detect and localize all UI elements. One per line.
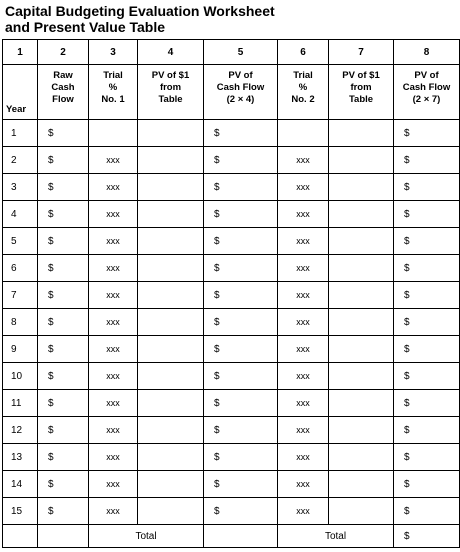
- raw-cash-flow-cell: $: [38, 228, 89, 255]
- column-number: 7: [329, 40, 394, 65]
- trial-1-cell: xxx: [89, 417, 138, 444]
- trial-2-cell: xxx: [278, 363, 329, 390]
- trial-1-cell: xxx: [89, 390, 138, 417]
- pv-table-1-cell: [138, 174, 204, 201]
- trial-1-cell: xxx: [89, 255, 138, 282]
- pv-cash-flow-2-cell: $: [394, 282, 460, 309]
- trial-1-cell: xxx: [89, 498, 138, 525]
- trial-2-cell: xxx: [278, 201, 329, 228]
- title-line-2: and Present Value Table: [5, 19, 166, 35]
- pv-cash-flow-2-cell: $: [394, 174, 460, 201]
- table-row: [3, 120, 460, 147]
- header-pv-cash-flow-1: PV of Cash Flow (2 × 4): [204, 65, 278, 120]
- table-row: [3, 417, 460, 444]
- trial-1-cell: xxx: [89, 309, 138, 336]
- pv-table-1-cell: [138, 417, 204, 444]
- table-row: [3, 228, 460, 255]
- pv-cash-flow-1-cell: $: [204, 417, 278, 444]
- pv-table-2-cell: [329, 417, 394, 444]
- trial-1-cell: xxx: [89, 282, 138, 309]
- trial-2-cell: xxx: [278, 390, 329, 417]
- pv-cash-flow-2-cell: $: [394, 309, 460, 336]
- raw-cash-flow-cell: $: [38, 498, 89, 525]
- table-row: [3, 390, 460, 417]
- pv-table-2-cell: [329, 282, 394, 309]
- pv-cash-flow-2-cell: $: [394, 417, 460, 444]
- trial-1-cell: xxx: [89, 444, 138, 471]
- table-row: [3, 444, 460, 471]
- trial-2-cell: xxx: [278, 417, 329, 444]
- raw-cash-flow-cell: $: [38, 201, 89, 228]
- pv-table-1-cell: [138, 390, 204, 417]
- header-year: Year: [3, 65, 38, 120]
- column-header-row: [3, 65, 460, 120]
- table-row: [3, 363, 460, 390]
- total-label-2: Total: [278, 525, 394, 548]
- pv-table-1-cell: [138, 120, 204, 147]
- raw-cash-flow-cell: $: [38, 255, 89, 282]
- table-row: [3, 147, 460, 174]
- pv-cash-flow-2-cell: $: [394, 336, 460, 363]
- pv-table-1-cell: [138, 309, 204, 336]
- year-cell: 5: [3, 228, 38, 255]
- table-row: [3, 471, 460, 498]
- pv-cash-flow-2-cell: $: [394, 255, 460, 282]
- pv-cash-flow-1-cell: $: [204, 120, 278, 147]
- raw-cash-flow-cell: $: [38, 120, 89, 147]
- pv-table-2-cell: [329, 228, 394, 255]
- worksheet-title: [5, 3, 455, 35]
- table-row: [3, 201, 460, 228]
- pv-table-2-cell: [329, 363, 394, 390]
- year-cell: 6: [3, 255, 38, 282]
- trial-1-cell: xxx: [89, 336, 138, 363]
- pv-table-2-cell: [329, 390, 394, 417]
- raw-cash-flow-cell: $: [38, 174, 89, 201]
- pv-table-2-cell: [329, 147, 394, 174]
- column-number: 2: [38, 40, 89, 65]
- pv-cash-flow-2-cell: $: [394, 444, 460, 471]
- trial-2-cell: xxx: [278, 498, 329, 525]
- pv-cash-flow-1-cell: $: [204, 174, 278, 201]
- header-trial-1: Trial % No. 1: [89, 65, 138, 120]
- trial-1-cell: [89, 120, 138, 147]
- pv-cash-flow-1-cell: $: [204, 309, 278, 336]
- pv-cash-flow-1-cell: $: [204, 498, 278, 525]
- trial-1-cell: xxx: [89, 201, 138, 228]
- column-number: 1: [3, 40, 38, 65]
- trial-1-cell: xxx: [89, 363, 138, 390]
- pv-table-2-cell: [329, 336, 394, 363]
- pv-cash-flow-1-cell: $: [204, 336, 278, 363]
- raw-cash-flow-cell: $: [38, 336, 89, 363]
- pv-cash-flow-1-cell: $: [204, 363, 278, 390]
- pv-table-1-cell: [138, 282, 204, 309]
- pv-cash-flow-2-cell: $: [394, 201, 460, 228]
- pv-table-1-cell: [138, 201, 204, 228]
- pv-table-1-cell: [138, 336, 204, 363]
- table-row: [3, 174, 460, 201]
- trial-2-cell: xxx: [278, 255, 329, 282]
- raw-cash-flow-cell: $: [38, 471, 89, 498]
- pv-cash-flow-2-cell: $: [394, 228, 460, 255]
- raw-cash-flow-cell: $: [38, 309, 89, 336]
- pv-cash-flow-1-cell: $: [204, 255, 278, 282]
- year-cell: 14: [3, 471, 38, 498]
- trial-2-cell: xxx: [278, 336, 329, 363]
- table-row: [3, 255, 460, 282]
- column-number: 6: [278, 40, 329, 65]
- total-empty-cell: [3, 525, 38, 548]
- total-row: [3, 525, 460, 548]
- trial-2-cell: [278, 120, 329, 147]
- year-cell: 13: [3, 444, 38, 471]
- table-row: [3, 309, 460, 336]
- total-empty-cell: [38, 525, 89, 548]
- pv-table-2-cell: [329, 471, 394, 498]
- year-cell: 2: [3, 147, 38, 174]
- pv-table-1-cell: [138, 444, 204, 471]
- trial-1-cell: xxx: [89, 174, 138, 201]
- title-line-1: Capital Budgeting Evaluation Worksheet: [5, 3, 275, 19]
- pv-table-2-cell: [329, 201, 394, 228]
- total-pv-cash-flow-2: $: [394, 525, 460, 548]
- pv-table-2-cell: [329, 120, 394, 147]
- pv-table-2-cell: [329, 498, 394, 525]
- header-pv-table-2: PV of $1 from Table: [329, 65, 394, 120]
- total-label-1: Total: [89, 525, 204, 548]
- trial-1-cell: xxx: [89, 147, 138, 174]
- pv-table-1-cell: [138, 147, 204, 174]
- pv-cash-flow-2-cell: $: [394, 120, 460, 147]
- column-number: 4: [138, 40, 204, 65]
- table-row: [3, 282, 460, 309]
- year-cell: 1: [3, 120, 38, 147]
- raw-cash-flow-cell: $: [38, 390, 89, 417]
- trial-1-cell: xxx: [89, 471, 138, 498]
- year-cell: 12: [3, 417, 38, 444]
- table-row: [3, 336, 460, 363]
- trial-2-cell: xxx: [278, 444, 329, 471]
- pv-table-1-cell: [138, 255, 204, 282]
- year-cell: 10: [3, 363, 38, 390]
- year-cell: 8: [3, 309, 38, 336]
- pv-cash-flow-2-cell: $: [394, 363, 460, 390]
- pv-cash-flow-2-cell: $: [394, 390, 460, 417]
- raw-cash-flow-cell: $: [38, 282, 89, 309]
- pv-cash-flow-1-cell: $: [204, 201, 278, 228]
- column-number: 5: [204, 40, 278, 65]
- total-pv-cash-flow-1: [204, 525, 278, 548]
- header-pv-table-1: PV of $1 from Table: [138, 65, 204, 120]
- pv-cash-flow-1-cell: $: [204, 444, 278, 471]
- pv-table-1-cell: [138, 471, 204, 498]
- header-trial-2: Trial % No. 2: [278, 65, 329, 120]
- year-cell: 9: [3, 336, 38, 363]
- raw-cash-flow-cell: $: [38, 417, 89, 444]
- year-cell: 3: [3, 174, 38, 201]
- pv-table-2-cell: [329, 309, 394, 336]
- pv-table-2-cell: [329, 444, 394, 471]
- raw-cash-flow-cell: $: [38, 363, 89, 390]
- trial-2-cell: xxx: [278, 471, 329, 498]
- pv-cash-flow-1-cell: $: [204, 471, 278, 498]
- pv-cash-flow-2-cell: $: [394, 471, 460, 498]
- pv-table-1-cell: [138, 228, 204, 255]
- pv-cash-flow-2-cell: $: [394, 147, 460, 174]
- pv-cash-flow-1-cell: $: [204, 147, 278, 174]
- pv-table-1-cell: [138, 363, 204, 390]
- trial-2-cell: xxx: [278, 309, 329, 336]
- trial-2-cell: xxx: [278, 228, 329, 255]
- pv-cash-flow-1-cell: $: [204, 228, 278, 255]
- raw-cash-flow-cell: $: [38, 444, 89, 471]
- column-number: 3: [89, 40, 138, 65]
- header-pv-cash-flow-2: PV of Cash Flow (2 × 7): [394, 65, 460, 120]
- year-cell: 11: [3, 390, 38, 417]
- pv-table-1-cell: [138, 498, 204, 525]
- year-cell: 4: [3, 201, 38, 228]
- raw-cash-flow-cell: $: [38, 147, 89, 174]
- column-number-row: [3, 40, 460, 65]
- year-cell: 15: [3, 498, 38, 525]
- pv-cash-flow-1-cell: $: [204, 282, 278, 309]
- header-raw-cash-flow: Raw Cash Flow: [38, 65, 89, 120]
- trial-2-cell: xxx: [278, 282, 329, 309]
- table-row: [3, 498, 460, 525]
- year-cell: 7: [3, 282, 38, 309]
- pv-cash-flow-1-cell: $: [204, 390, 278, 417]
- trial-2-cell: xxx: [278, 174, 329, 201]
- worksheet-table: [2, 39, 460, 548]
- pv-cash-flow-2-cell: $: [394, 498, 460, 525]
- trial-2-cell: xxx: [278, 147, 329, 174]
- pv-table-2-cell: [329, 255, 394, 282]
- trial-1-cell: xxx: [89, 228, 138, 255]
- pv-table-2-cell: [329, 174, 394, 201]
- column-number: 8: [394, 40, 460, 65]
